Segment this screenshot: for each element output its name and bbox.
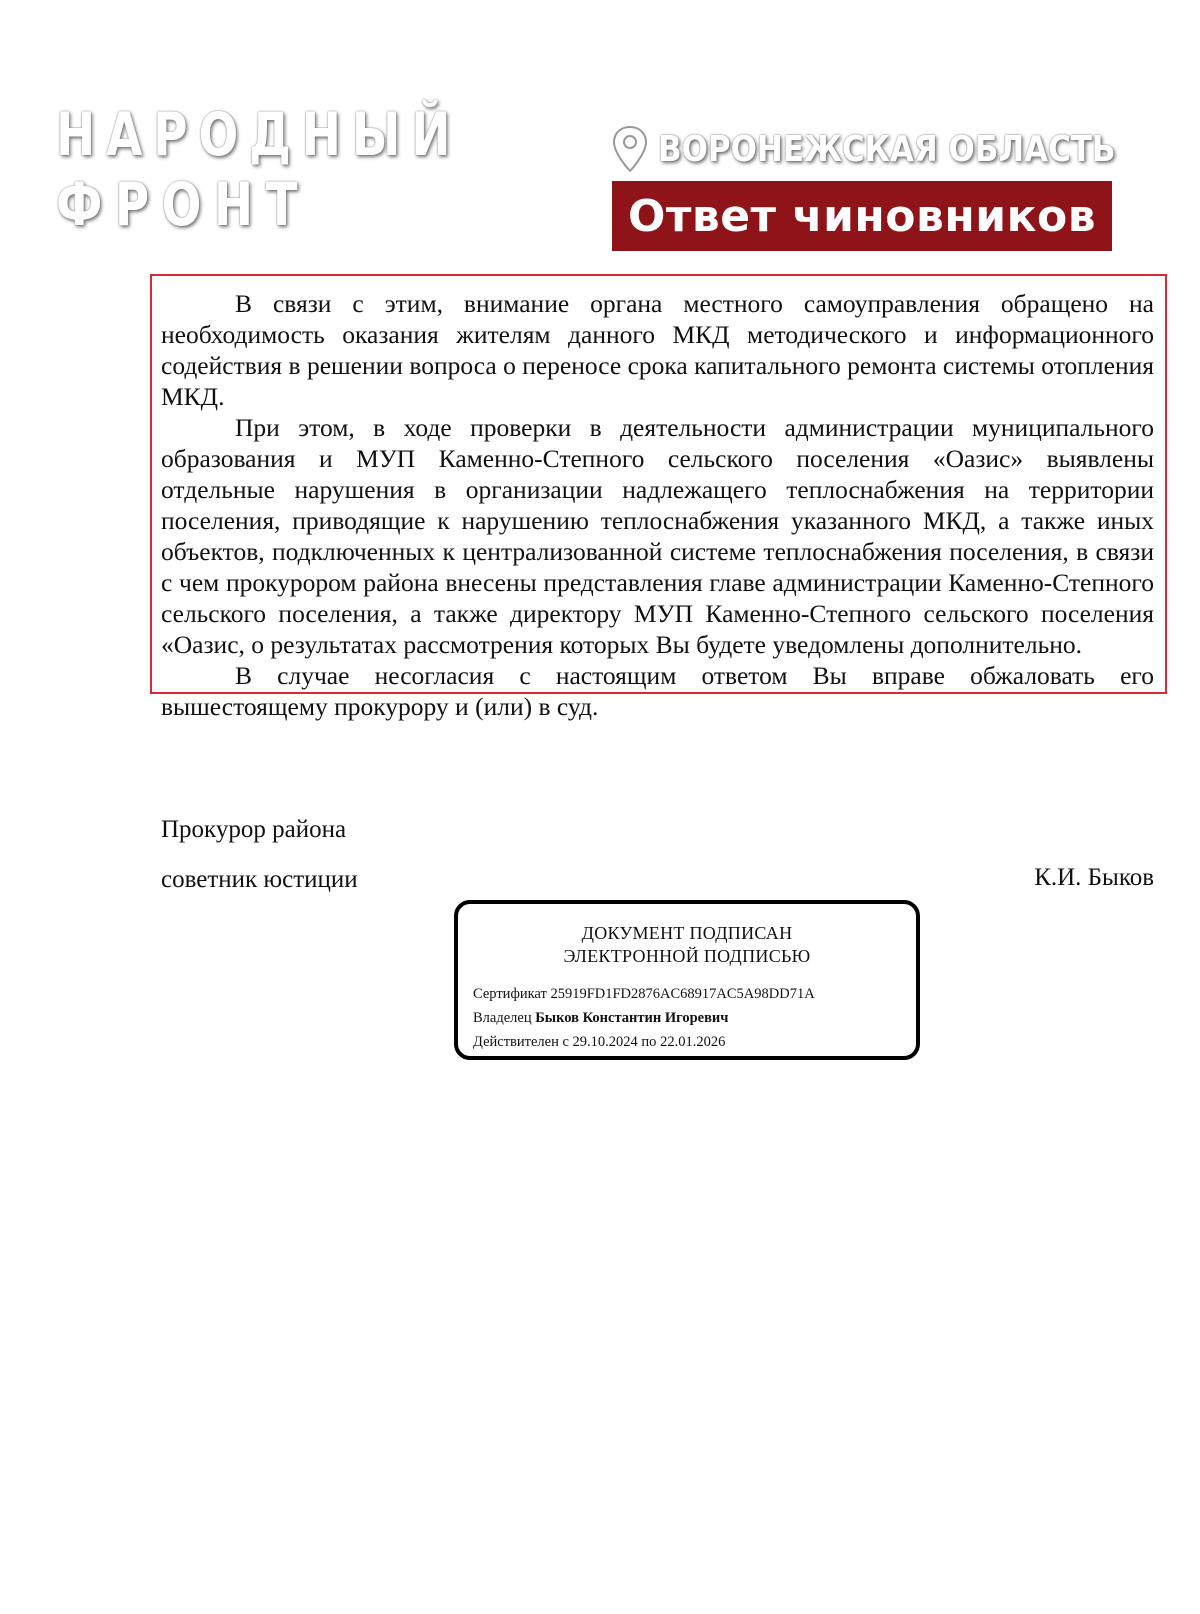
stamp-title <box>458 922 916 968</box>
narodny-front-logo <box>56 100 576 240</box>
stamp-owner-value: Быков Константин Игоревич <box>535 1010 729 1026</box>
letter-paragraph-3: В случае несогласия с настоящим ответом Вы вправе обжаловать его вышестоящему прокурору и (или) в суд. <box>161 661 1154 721</box>
logo-line-1: НАРОДНЫЙ <box>56 100 462 170</box>
stamp-valid-from: 29.10.2024 <box>572 1034 638 1050</box>
stamp-cert-value: 25919FD1FD2876AC68917AC5A98DD71A <box>550 986 815 1002</box>
stamp-valid-label: Действителен с <box>473 1034 569 1050</box>
letter-body <box>161 288 1154 722</box>
location-pin-icon <box>610 124 650 174</box>
stamp-cert-label: Сертификат <box>473 986 547 1002</box>
stamp-owner-label: Владелец <box>473 1010 532 1026</box>
signature-title: Прокурор района <box>161 816 347 843</box>
stamp-title-line-1: ДОКУМЕНТ ПОДПИСАН <box>581 923 793 943</box>
region-name: ВОРОНЕЖСКАЯ ОБЛАСТЬ <box>658 128 1116 170</box>
stamp-valid-to-label: по <box>641 1034 657 1050</box>
electronic-signature-stamp <box>454 900 920 1060</box>
letter-paragraph-1: В связи с этим, внимание органа местного самоуправления обращено на необходимость оказания жителям данного МКД методического и информационного содействия в решении вопроса о переносе срока капитального ремонта системы отопления МКД. <box>161 289 1154 411</box>
stamp-certificate-row <box>473 986 815 1003</box>
stamp-owner-row <box>473 1010 728 1027</box>
logo-line-2: ФРОНТ <box>56 170 310 240</box>
stamp-valid-to: 22.01.2026 <box>660 1034 726 1050</box>
stamp-validity-row <box>473 1034 725 1051</box>
region-label <box>610 124 1190 174</box>
stamp-title-line-2: ЭЛЕКТРОННОЙ ПОДПИСЬЮ <box>563 946 811 966</box>
signature-name: К.И. Быков <box>1034 864 1154 891</box>
signature-rank: советник юстиции <box>161 866 358 893</box>
letter-paragraph-2: При этом, в ходе проверки в деятельности администрации муниципального образования и МУП Каменно-Степного сельского поселения «Оазис» выявлены отдельные нарушения в организации надлежащего теплоснабжения на территории поселения, приводящие к нарушению теплоснабжения указанного МКД, а также иных объектов, подключенных к централизованной системе теплоснабжения поселения, в связи с чем прокурором района внесены представления главе администрации Каменно-Степного сельского поселения, а также директору МУП Каменно-Степного сельского поселения «Оазис, о результатах рассмотрения которых Вы будете уведомлены дополнительно. <box>161 413 1154 659</box>
officials-answer-banner: Ответ чиновников <box>612 181 1112 251</box>
